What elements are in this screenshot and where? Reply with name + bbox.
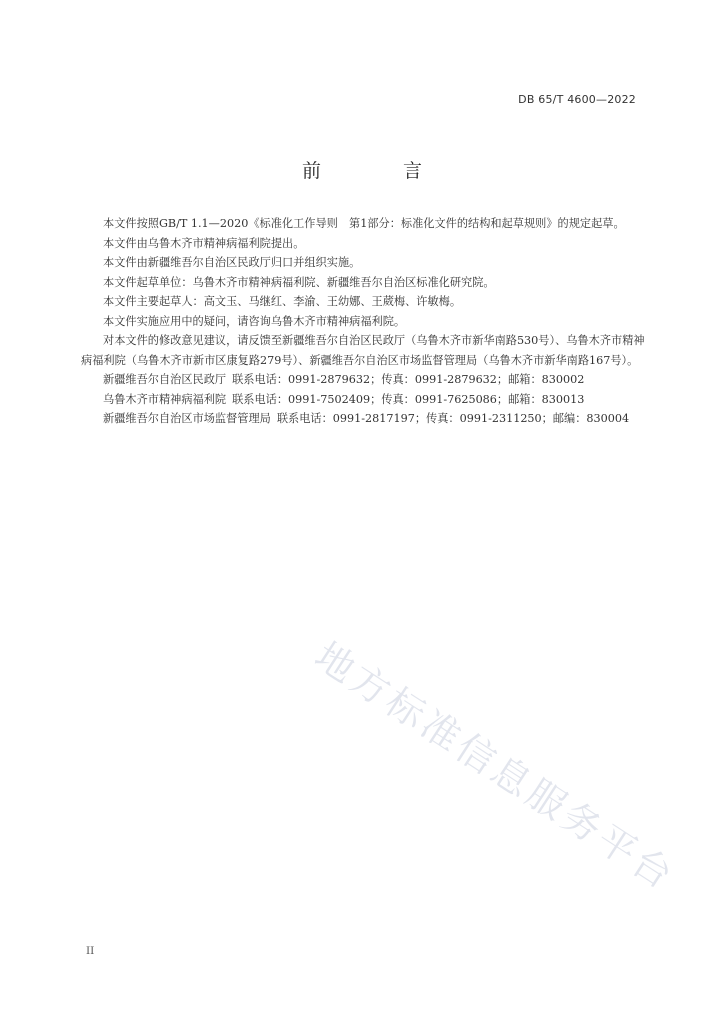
- standard-code: DB 65/T 4600—2022: [518, 93, 636, 106]
- contact-org: 新疆维吾尔自治区市场监督管理局: [103, 412, 271, 425]
- contact-fax: 传真：0991-7625086；: [381, 392, 509, 406]
- contact-phone: 联系电话：0991-2817197；: [276, 412, 427, 425]
- paragraph-proposer: 本文件由乌鲁木齐市精神病福利院提出。: [103, 236, 305, 250]
- paragraph-feedback: 对本文件的修改意见建议，请反馈至新疆维吾尔自治区民政厅（乌鲁木齐市新华南路530号）、乌鲁木齐市精神病福利院（乌鲁木齐市新市区康复路279号）、新疆维吾尔自治区市场监督管理局（乌鲁木齐市新华南路167号）。: [81, 334, 645, 367]
- page-title: 前 言: [301, 160, 461, 182]
- contact-org: 新疆维吾尔自治区民政厅: [103, 373, 227, 386]
- contact-list: [81, 370, 647, 429]
- paragraph-administrator: 本文件由新疆维吾尔自治区民政厅归口并组织实施。: [103, 256, 361, 269]
- paragraph-inquiries: 本文件实施应用中的疑问，请咨询乌鲁木齐市精神病福利院。: [103, 314, 406, 328]
- watermark: 地方标准信息服务平台: [307, 633, 684, 900]
- contact-line: [81, 409, 647, 429]
- paragraph-drafting-units: 本文件起草单位：乌鲁木齐市精神病福利院、新疆维吾尔自治区标准化研究院。: [103, 275, 495, 289]
- contact-fax: 传真：0991-2879632；: [381, 373, 509, 386]
- contact-line: [81, 390, 647, 410]
- contact-fax: 传真：0991-2311250；: [426, 412, 553, 425]
- contact-post: 邮箱：830002: [508, 373, 585, 386]
- contact-phone: 联系电话：0991-7502409；: [232, 392, 382, 406]
- page-number: II: [86, 945, 95, 957]
- contact-phone: 联系电话：0991-2879632；: [232, 373, 382, 386]
- contact-post: 邮编：830004: [552, 412, 630, 425]
- contact-org: 乌鲁木齐市精神病福利院: [103, 392, 227, 406]
- contact-post: 邮箱：830013: [508, 392, 585, 406]
- contact-line: [81, 370, 647, 390]
- paragraph-drafters: 本文件主要起草人：高文玉、马继红、李渝、王幼娜、王葳梅、许敏梅。: [103, 295, 462, 308]
- paragraph-drafting-rules: 本文件按照GB/T 1.1—2020《标准化工作导则 第1部分：标准化文件的结构和起草规则》的规定起草。: [103, 217, 625, 230]
- foreword-body: [81, 214, 647, 429]
